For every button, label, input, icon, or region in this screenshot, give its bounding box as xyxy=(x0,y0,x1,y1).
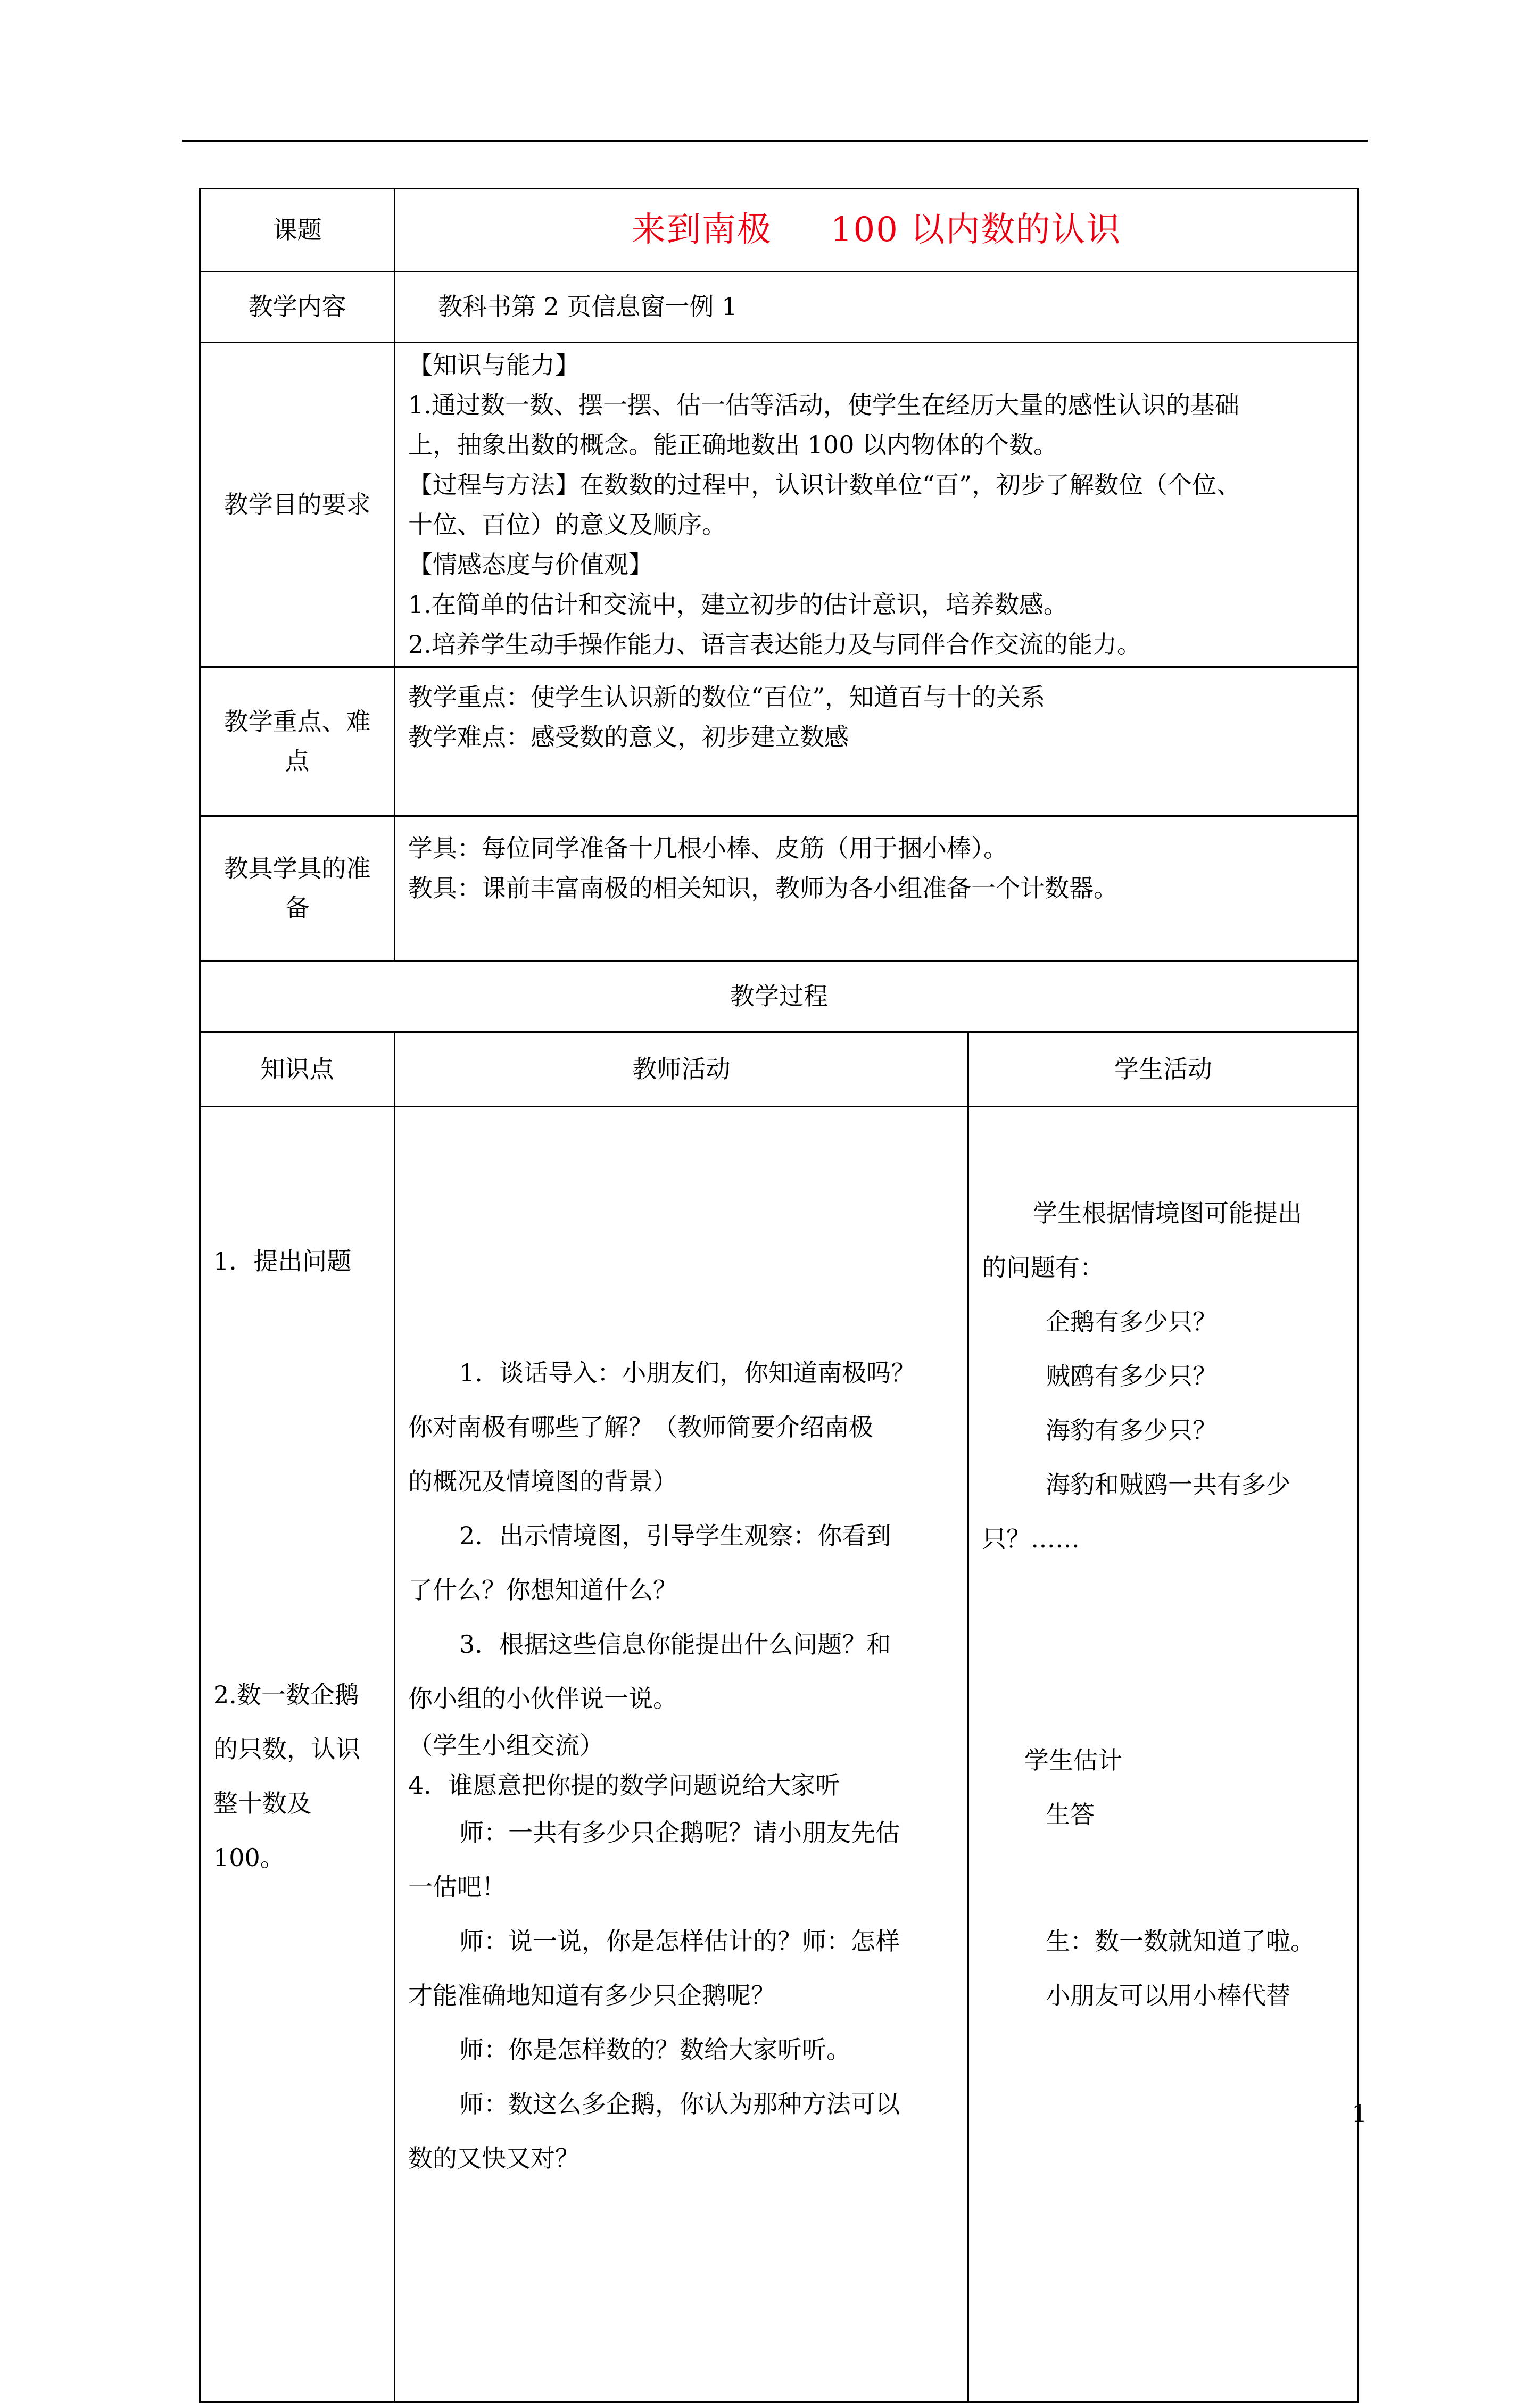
objectives-row xyxy=(200,343,1359,667)
student-block-3 xyxy=(982,1914,1351,2023)
knowledge-2-line: 2.数一数企鹅 xyxy=(213,1680,359,1709)
student-line: 生答 xyxy=(1046,1800,1095,1829)
content-row xyxy=(200,272,1359,343)
student-line: 的问题有： xyxy=(982,1253,1104,1282)
teacher-line: 师：你是怎样数的？数给大家听听。 xyxy=(459,2035,851,2064)
content-label: 教学内容 xyxy=(200,272,395,343)
teacher-line: 才能准确地知道有多少只企鹅呢？ xyxy=(408,1981,775,2010)
col-teacher-header: 教师活动 xyxy=(395,1032,968,1107)
page-number: 1 xyxy=(1352,2099,1368,2128)
student-line: 海豹有多少只？ xyxy=(1046,1416,1217,1445)
keypoints-row xyxy=(200,667,1359,816)
teacher-line: 了什么？你想知道什么？ xyxy=(408,1576,677,1604)
knowledge-2-line: 的只数，认识 xyxy=(213,1735,360,1763)
objectives-label: 教学目的要求 xyxy=(200,343,395,667)
header-rule xyxy=(182,140,1368,142)
keypoints-label: 教学重点、难点 xyxy=(200,667,395,816)
teacher-line: （学生小组交流） xyxy=(408,1731,604,1760)
tools-row xyxy=(200,816,1359,961)
teacher-line: 师：一共有多少只企鹅呢？请小朋友先估 xyxy=(459,1818,900,1847)
student-line: 企鹅有多少只？ xyxy=(1046,1307,1217,1336)
tools-line: 学具：每位同学准备十几根小棒、皮筋（用于捆小棒）。 xyxy=(408,834,1008,863)
content-value: 教科书第 2 页信息窗一例 1 xyxy=(395,272,1359,343)
column-header-row xyxy=(200,1032,1359,1107)
topic-title xyxy=(395,189,1359,272)
objectives-line: 1.通过数一数、摆一摆、估一估等活动，使学生在经历大量的感性认识的基础 xyxy=(408,390,1239,419)
objectives-line: 十位、百位）的意义及顺序。 xyxy=(408,510,726,539)
objectives-line: 2.培养学生动手操作能力、语言表达能力及与同伴合作交流的能力。 xyxy=(408,629,1141,659)
teacher-line: 的概况及情境图的背景） xyxy=(408,1467,677,1496)
teacher-line: 你小组的小伙伴说一说。 xyxy=(408,1684,677,1713)
col-student-header: 学生活动 xyxy=(968,1032,1359,1107)
teacher-line: 1．谈话导入：小朋友们，你知道南极吗？ xyxy=(459,1358,916,1387)
topic-title-a: 来到南极 xyxy=(631,210,772,250)
process-heading-row xyxy=(200,961,1359,1032)
keypoints-line: 教学重点：使学生认识新的数位“百位”，知道百与十的关系 xyxy=(408,683,1046,711)
teacher-line: 一估吧！ xyxy=(408,1872,506,1901)
teacher-activity-cell xyxy=(395,1107,968,2402)
student-line: 学生根据情境图可能提出 xyxy=(1033,1199,1302,1228)
objectives-line: 1.在简单的估计和交流中，建立初步的估计意识，培养数感。 xyxy=(408,590,1068,619)
tools-line: 教具：课前丰富南极的相关知识，教师为各小组准备一个计数器。 xyxy=(408,874,1118,902)
teacher-line: 师：说一说，你是怎样估计的？师：怎样 xyxy=(459,1927,900,1955)
process-heading: 教学过程 xyxy=(200,961,1359,1032)
student-line: 小朋友可以用小棒代替 xyxy=(1046,1981,1290,2010)
keypoints-line: 教学难点：感受数的意义，初步建立数感 xyxy=(408,723,849,751)
knowledge-1: 1．提出问题 xyxy=(213,1247,352,1275)
objectives-line: 【情感态度与价值观】 xyxy=(408,550,653,579)
objectives-line: 【知识与能力】 xyxy=(408,350,579,379)
knowledge-2 xyxy=(213,1668,387,1885)
teacher-line: 3．根据这些信息你能提出什么问题？和 xyxy=(459,1630,891,1659)
student-line: 只？…… xyxy=(982,1524,1080,1553)
knowledge-2-line: 整十数及 100。 xyxy=(213,1789,311,1872)
teacher-line: 师：数这么多企鹅，你认为那种方法可以 xyxy=(459,2090,900,2118)
tools-label: 教具学具的准备 xyxy=(200,816,395,961)
col-knowledge-header: 知识点 xyxy=(200,1032,395,1107)
lesson-plan-table xyxy=(199,188,1359,2403)
knowledge-cell xyxy=(200,1107,395,2402)
objectives-body xyxy=(395,343,1359,667)
student-line: 海豹和贼鸥一共有多少 xyxy=(1046,1470,1290,1499)
student-line: 贼鸥有多少只？ xyxy=(1046,1362,1217,1390)
student-line: 学生估计 xyxy=(1024,1746,1122,1775)
process-row xyxy=(200,1107,1359,2402)
topic-label: 课题 xyxy=(200,189,395,272)
topic-title-b: 100 以内数的认识 xyxy=(830,210,1122,250)
student-block-1 xyxy=(982,1186,1351,1566)
student-block-2 xyxy=(982,1733,1351,1842)
teacher-line: 数的又快又对？ xyxy=(408,2144,579,2173)
teacher-line: 你对南极有哪些了解？（教师简要介绍南极 xyxy=(408,1413,873,1441)
objectives-line: 上，抽象出数的概念。能正确地数出 100 以内物体的个数。 xyxy=(408,430,1058,459)
student-activity-cell xyxy=(968,1107,1359,2402)
objectives-line: 【过程与方法】在数数的过程中，认识计数单位“百”，初步了解数位（个位、 xyxy=(408,470,1241,499)
teacher-line: 2．出示情境图，引导学生观察：你看到 xyxy=(459,1521,891,1550)
teacher-line: 4．谁愿意把你提的数学问题说给大家听 xyxy=(408,1771,840,1800)
topic-row xyxy=(200,189,1359,272)
keypoints-body xyxy=(395,667,1359,816)
tools-body xyxy=(395,816,1359,961)
student-line: 生：数一数就知道了啦。 xyxy=(1046,1927,1315,1955)
